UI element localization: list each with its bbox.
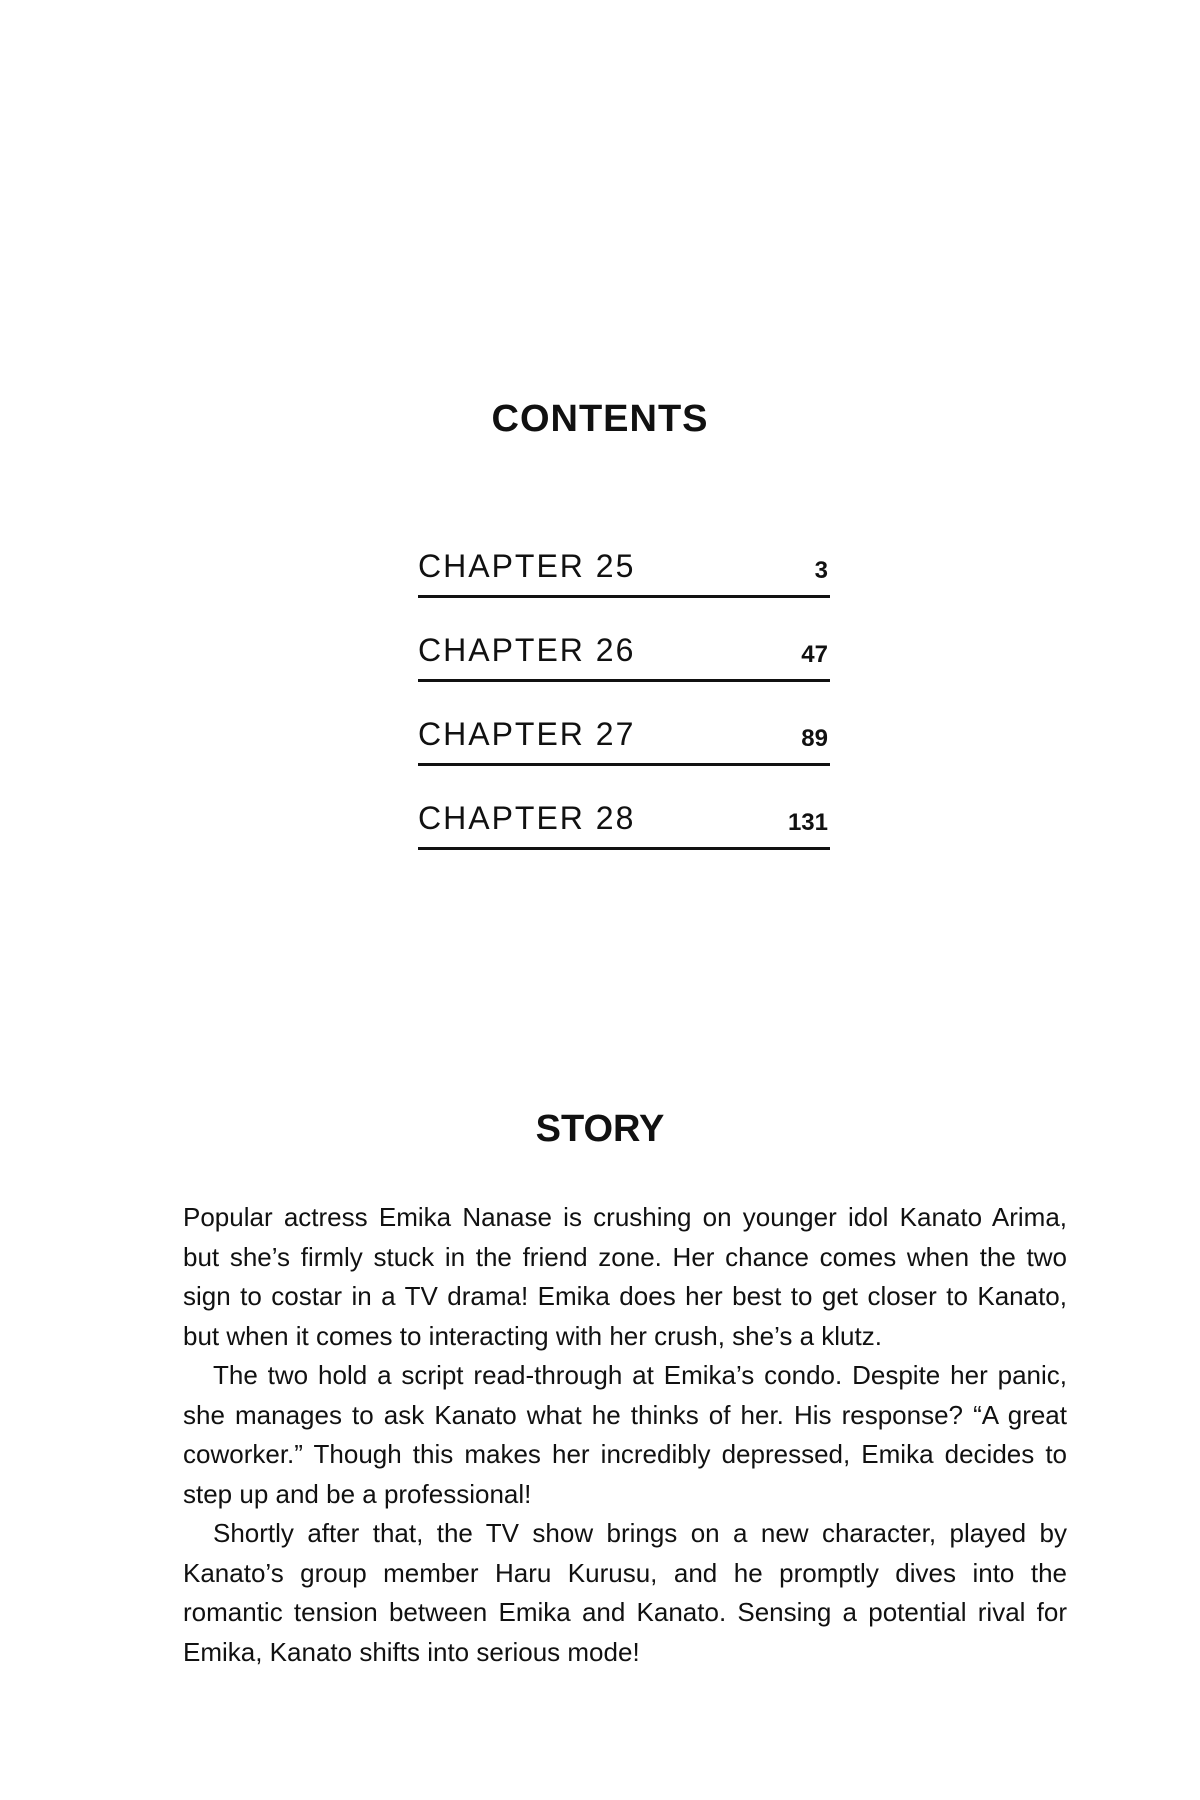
toc-entry-chapter-25	[418, 548, 830, 598]
table-of-contents	[418, 548, 830, 850]
toc-entry-page-number: 47	[801, 641, 828, 668]
story-paragraph-3: Shortly after that, the TV show brings on a new character, played by Kanato’s group member Haru Kurusu, and he promptly dives into the romantic tension between Emika and Kanato. Sensing a potential rival for Emika, Kanato shifts into serious mode!	[183, 1518, 1067, 1667]
toc-entry-page-number: 89	[801, 725, 828, 752]
toc-entry-label: CHAPTER 27	[418, 716, 636, 752]
toc-entry-chapter-26	[418, 598, 830, 682]
story-paragraph-1: Popular actress Emika Nanase is crushing on younger idol Kanato Arima, but she’s firmly stuck in the friend zone. Her chance comes when the two sign to costar in a TV drama! Emika does her best to get closer to Kanato, but when it comes to interacting with her crush, she’s a klutz.	[183, 1202, 1067, 1351]
story-paragraph-2: The two hold a script read-through at Emika’s condo. Despite her panic, she manages to ask Kanato what he thinks of her. His response? “A great coworker.” Though this makes her incredibly depressed, Emika decides to step up and be a professional!	[183, 1360, 1067, 1509]
toc-entry-page-number: 3	[814, 557, 828, 584]
toc-entry-chapter-28	[418, 766, 830, 850]
toc-entry-chapter-27	[418, 682, 830, 766]
story-heading: STORY	[535, 1108, 665, 1150]
toc-entry-label: CHAPTER 25	[418, 548, 636, 584]
story-summary	[183, 1198, 1067, 1672]
contents-heading: CONTENTS	[491, 398, 709, 440]
toc-entry-label: CHAPTER 26	[418, 632, 636, 668]
toc-entry-page-number: 131	[787, 809, 828, 836]
toc-entry-label: CHAPTER 28	[418, 800, 636, 836]
